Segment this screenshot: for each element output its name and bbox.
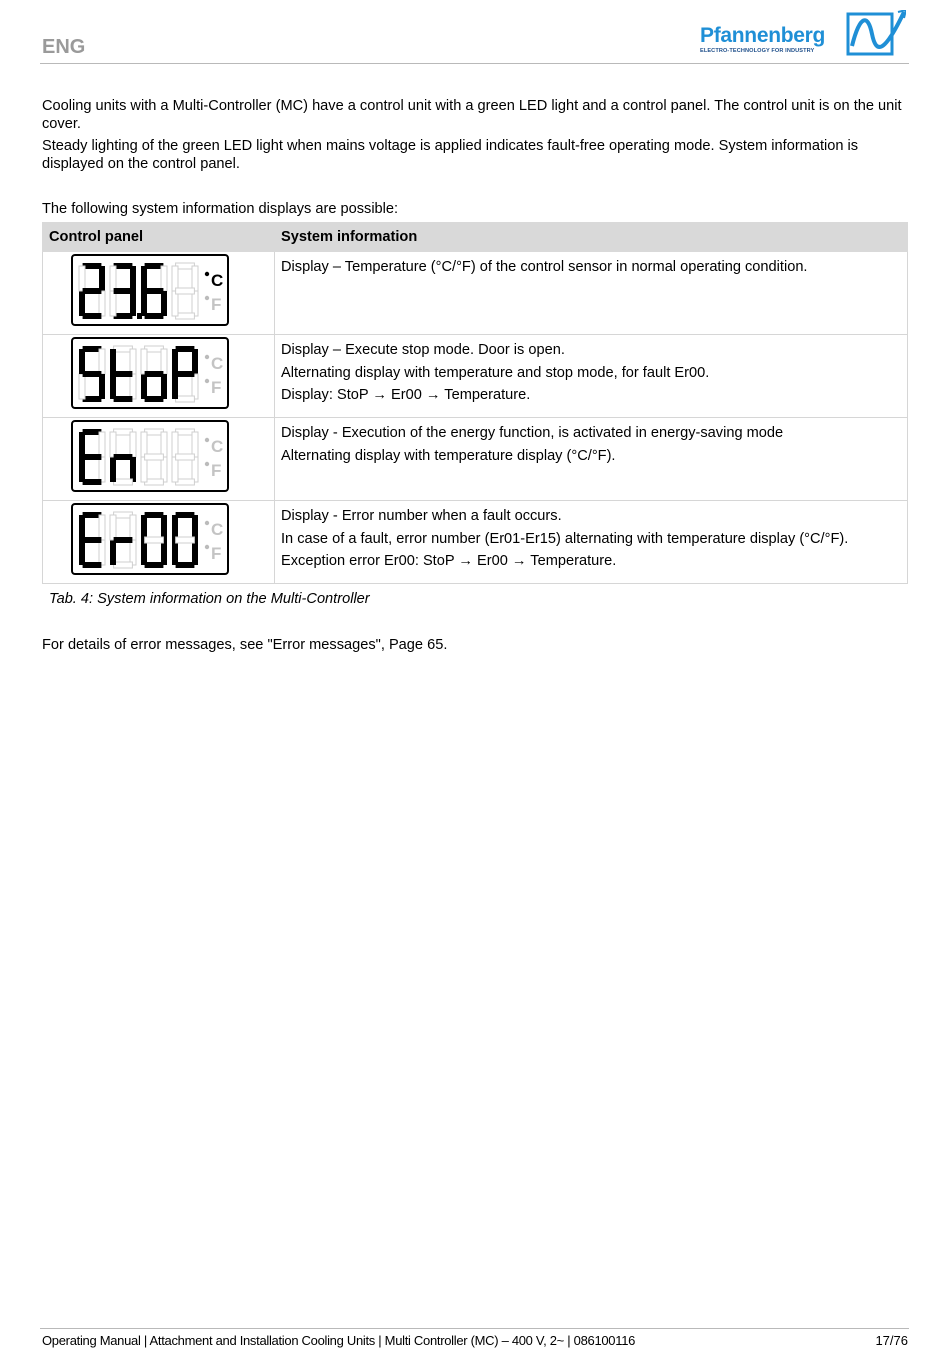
lcd-segment bbox=[130, 349, 136, 374]
lcd-segment bbox=[99, 266, 105, 291]
lcd-segment bbox=[145, 562, 164, 568]
lcd-segment bbox=[145, 288, 164, 294]
lcd-degree-dot bbox=[205, 545, 209, 549]
lcd-display-icon bbox=[71, 254, 231, 328]
table-caption: Tab. 4: System information on the Multi-Controller bbox=[49, 591, 370, 607]
system-information-cell bbox=[275, 501, 908, 584]
lcd-segment bbox=[110, 457, 116, 482]
table-row bbox=[43, 335, 908, 418]
lcd-segment bbox=[172, 349, 178, 374]
lcd-segment bbox=[99, 349, 105, 374]
footer-divider bbox=[40, 1328, 909, 1329]
lcd-segment bbox=[110, 349, 116, 374]
page-content bbox=[42, 97, 908, 654]
info-line: Display: StoP → Er00 → Temperature. bbox=[281, 387, 531, 404]
lcd-segment bbox=[99, 432, 105, 457]
lcd-segment bbox=[83, 313, 102, 319]
lcd-celsius-label: C bbox=[211, 437, 224, 456]
lcd-segment bbox=[130, 432, 136, 457]
info-line: In case of a fault, error number (Er01-Er15) alternating with temperature display (°C/°F). bbox=[281, 530, 849, 547]
lcd-segment bbox=[192, 266, 198, 291]
lcd-segment bbox=[110, 432, 116, 457]
info-line: Display – Temperature (°C/°F) of the control sensor in normal operating condition. bbox=[281, 259, 808, 275]
system-information-cell bbox=[275, 252, 908, 335]
lcd-segment bbox=[114, 396, 133, 402]
lcd-segment bbox=[172, 457, 178, 482]
lcd-segment bbox=[172, 291, 178, 316]
lcd-segment bbox=[110, 515, 116, 540]
company-logo bbox=[698, 8, 908, 58]
lcd-degree-dot bbox=[205, 521, 209, 525]
lcd-segment bbox=[141, 515, 147, 540]
lcd-segment bbox=[161, 291, 167, 316]
lcd-segment bbox=[83, 537, 102, 543]
header-divider bbox=[40, 63, 909, 64]
control-panel-cell bbox=[43, 501, 275, 584]
lcd-segment bbox=[172, 515, 178, 540]
lcd-segment bbox=[141, 349, 147, 374]
table-row bbox=[43, 501, 908, 584]
lcd-segment bbox=[99, 540, 105, 565]
lcd-segment bbox=[114, 537, 133, 543]
lcd-segment bbox=[176, 346, 195, 352]
lcd-segment bbox=[114, 288, 133, 294]
lcd-segment bbox=[172, 432, 178, 457]
lcd-segment bbox=[83, 371, 102, 377]
lcd-celsius-label: C bbox=[211, 354, 224, 373]
lcd-segment bbox=[141, 291, 147, 316]
lcd-segment bbox=[83, 562, 102, 568]
lcd-segment bbox=[172, 540, 178, 565]
lcd-segment bbox=[141, 457, 147, 482]
logo-wordmark: Pfannenberg bbox=[700, 24, 826, 47]
info-line: Display - Error number when a fault occurs. bbox=[281, 508, 562, 524]
lcd-segment bbox=[114, 479, 133, 485]
lcd-segment bbox=[99, 291, 105, 316]
lcd-segment bbox=[176, 371, 195, 377]
lcd-segment bbox=[161, 457, 167, 482]
info-line: Alternating display with temperature display (°C/°F). bbox=[281, 447, 616, 464]
lcd-segment bbox=[176, 512, 195, 518]
lcd-segment bbox=[145, 512, 164, 518]
system-information-table bbox=[42, 222, 908, 584]
lcd-degree-dot bbox=[205, 438, 209, 442]
lcd-segment bbox=[145, 537, 164, 543]
system-information-cell bbox=[275, 335, 908, 418]
lcd-segment bbox=[83, 454, 102, 460]
lcd-segment bbox=[130, 266, 136, 291]
lcd-segment bbox=[79, 266, 85, 291]
info-line: Exception error Er00: StoP → Er00 → Temperature. bbox=[281, 553, 617, 570]
table-row bbox=[43, 252, 908, 335]
control-panel-cell bbox=[43, 252, 275, 335]
lcd-segment bbox=[79, 515, 85, 540]
lcd-segment bbox=[176, 454, 195, 460]
lcd-segment bbox=[130, 291, 136, 316]
closing-paragraph: For details of error messages, see "Error messages", Page 65. bbox=[42, 637, 448, 653]
lcd-display-icon bbox=[71, 503, 231, 577]
logo-tagline: ELECTRO-TECHNOLOGY FOR INDUSTRY bbox=[700, 48, 815, 54]
lcd-segment bbox=[192, 374, 198, 399]
lcd-segment bbox=[79, 457, 85, 482]
lcd-segment bbox=[114, 562, 133, 568]
lcd-segment bbox=[145, 371, 164, 377]
lcd-segment bbox=[79, 432, 85, 457]
lcd-degree-dot bbox=[205, 379, 209, 383]
lcd-segment bbox=[79, 540, 85, 565]
lcd-segment bbox=[161, 374, 167, 399]
info-line: Alternating display with temperature and stop mode, for fault Er00. bbox=[281, 364, 710, 381]
lcd-segment bbox=[161, 515, 167, 540]
lcd-segment bbox=[161, 349, 167, 374]
lcd-segment bbox=[130, 374, 136, 399]
lcd-segment bbox=[110, 266, 116, 291]
column-header-control-panel: Control panel bbox=[43, 223, 275, 252]
lcd-segment bbox=[110, 291, 116, 316]
lcd-segment bbox=[130, 540, 136, 565]
lcd-celsius-label: C bbox=[211, 520, 224, 539]
lcd-fahrenheit-label: F bbox=[211, 544, 222, 563]
intro-paragraph-1: Cooling units with a Multi-Controller (MC) have a control unit with a green LED light and a control panel. The control unit is on the unit cover. bbox=[42, 98, 902, 132]
lcd-segment bbox=[172, 374, 178, 399]
lcd-segment bbox=[145, 396, 164, 402]
lcd-celsius-label: C bbox=[211, 271, 224, 290]
lcd-fahrenheit-label: F bbox=[211, 295, 222, 314]
lcd-degree-dot bbox=[205, 462, 209, 466]
lcd-segment bbox=[161, 266, 167, 291]
lcd-segment bbox=[110, 374, 116, 399]
lcd-segment bbox=[176, 288, 195, 294]
lcd-segment bbox=[161, 432, 167, 457]
lcd-degree-dot bbox=[205, 355, 209, 359]
footer-text: Operating Manual | Attachment and Installation Cooling Units | Multi Controller (MC) – 400 V, 2~ | 086100116 bbox=[42, 1333, 636, 1348]
lcd-degree-dot bbox=[205, 272, 209, 276]
lcd-segment bbox=[114, 454, 133, 460]
logo-wave-icon bbox=[846, 10, 906, 56]
lcd-segment bbox=[145, 454, 164, 460]
lcd-segment bbox=[192, 515, 198, 540]
lcd-segment bbox=[192, 432, 198, 457]
page-number: 17/76 bbox=[875, 1333, 908, 1348]
lcd-segment bbox=[83, 479, 102, 485]
lcd-segment bbox=[99, 515, 105, 540]
lcd-segment bbox=[79, 349, 85, 374]
lcd-segment bbox=[79, 291, 85, 316]
table-row bbox=[43, 418, 908, 501]
lcd-segment bbox=[176, 396, 195, 402]
lcd-segment bbox=[99, 457, 105, 482]
lcd-degree-dot bbox=[205, 296, 209, 300]
lcd-segment bbox=[192, 349, 198, 374]
info-line: Display - Execution of the energy function, is activated in energy-saving mode bbox=[281, 425, 784, 441]
lcd-segment bbox=[192, 291, 198, 316]
lcd-fahrenheit-label: F bbox=[211, 378, 222, 397]
lcd-segment bbox=[130, 515, 136, 540]
lcd-segment bbox=[114, 371, 133, 377]
system-information-cell bbox=[275, 418, 908, 501]
lcd-fahrenheit-label: F bbox=[211, 461, 222, 480]
lcd-display-icon bbox=[71, 337, 231, 411]
intro-paragraph-3: The following system information displays are possible: bbox=[42, 201, 399, 217]
lcd-display-icon bbox=[71, 420, 231, 494]
lcd-segment bbox=[172, 266, 178, 291]
lcd-segment bbox=[192, 457, 198, 482]
lcd-segment bbox=[145, 313, 164, 319]
control-panel-cell bbox=[43, 418, 275, 501]
column-header-system-information: System information bbox=[275, 223, 908, 252]
lcd-segment bbox=[141, 374, 147, 399]
info-line: Display – Execute stop mode. Door is open. bbox=[281, 342, 565, 358]
lcd-segment bbox=[141, 266, 147, 291]
lcd-segment bbox=[110, 540, 116, 565]
lcd-segment bbox=[141, 432, 147, 457]
lcd-segment bbox=[176, 537, 195, 543]
language-label: ENG bbox=[42, 36, 86, 58]
lcd-segment bbox=[79, 374, 85, 399]
lcd-segment bbox=[141, 540, 147, 565]
lcd-segment bbox=[83, 288, 102, 294]
lcd-segment bbox=[161, 540, 167, 565]
intro-paragraph-2: Steady lighting of the green LED light when mains voltage is applied indicates fault-free operating mode. System information is displayed on the control panel. bbox=[42, 138, 859, 172]
control-panel-cell bbox=[43, 335, 275, 418]
lcd-segment bbox=[192, 540, 198, 565]
lcd-segment bbox=[130, 457, 136, 482]
lcd-segment bbox=[99, 374, 105, 399]
lcd-segment bbox=[176, 562, 195, 568]
